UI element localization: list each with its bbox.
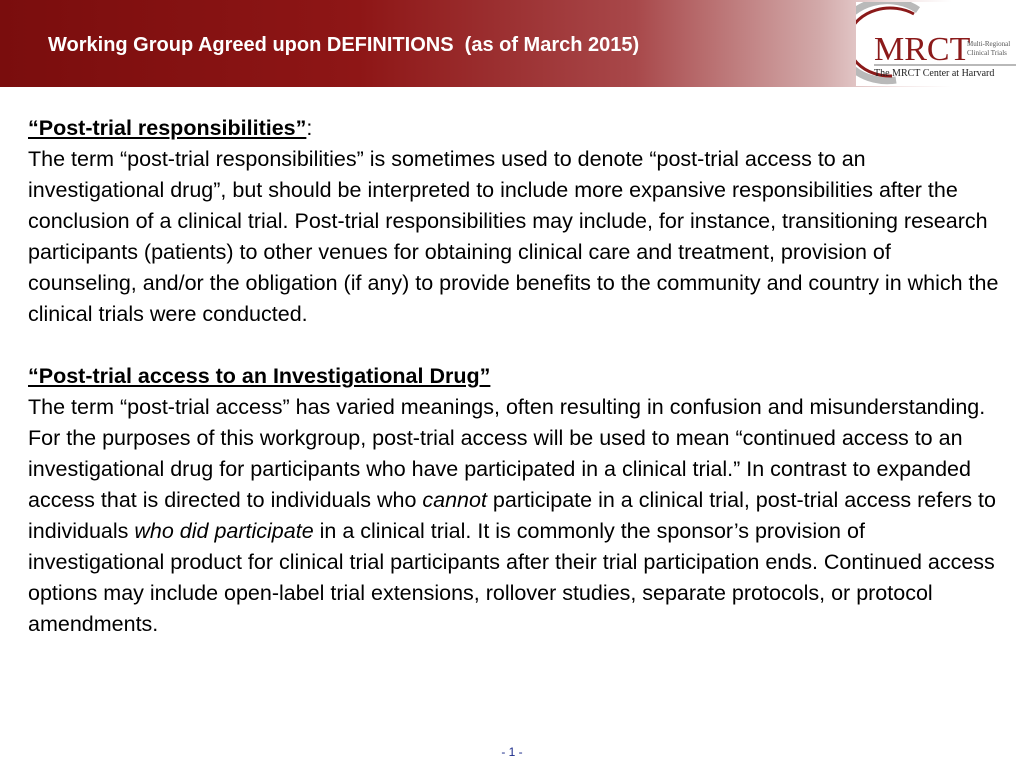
definition-post-trial-access: [28, 361, 1003, 640]
definition-heading: “Post-trial responsibilities”: [28, 116, 307, 140]
body-emphasis: who did participate: [134, 519, 314, 543]
body-text: The term “post-trial access” has varied meanings, often resulting in confusion and misunderstanding. For the purposes of this workgroup, post-trial access will be used to mean “continued access to an investigational drug for participants who have participated in a clinical trial.” In contrast to expanded access that is directed to individuals who: [28, 395, 986, 512]
body-text: participate in a clinical trial, post-trial access refers to individuals: [28, 488, 996, 543]
mrct-logo: [856, 2, 1022, 86]
logo-line1: Multi-Regional: [967, 40, 1011, 48]
definition-post-trial-responsibilities: [28, 113, 1003, 330]
logo-name: MRCT: [874, 31, 971, 68]
definition-heading: “Post-trial access to an Investigational Drug”: [28, 364, 491, 388]
definition-body: [28, 392, 1003, 640]
page-number: - 1 -: [501, 745, 523, 759]
body-emphasis: cannot: [422, 488, 487, 512]
body-text: in a clinical trial. It is commonly the sponsor’s provision of investigational product for clinical trial participants after their trial participation ends. Continued access options may include open-label trial extensions, rollover studies, separate protocols, or protocol amendments.: [28, 519, 995, 636]
logo-subtitle: The MRCT Center at Harvard: [874, 68, 995, 79]
definitions-content: [28, 113, 1003, 640]
definition-body: The term “post-trial responsibilities” is sometimes used to denote “post-trial access to an investigational drug”, but should be interpreted to include more expansive responsibilities after the conclusion of a clinical trial. Post-trial responsibilities may include, for instance, transitioning research participants (patients) to other venues for obtaining clinical care and treatment, provision of counseling, and/or the obligation (if any) to provide benefits to the community and country in which the clinical trials were conducted.: [28, 147, 999, 326]
slide-title: Working Group Agreed upon DEFINITIONS (as of March 2015): [48, 34, 640, 56]
logo-line2: Clinical Trials: [967, 49, 1007, 57]
heading-colon: :: [306, 116, 313, 140]
